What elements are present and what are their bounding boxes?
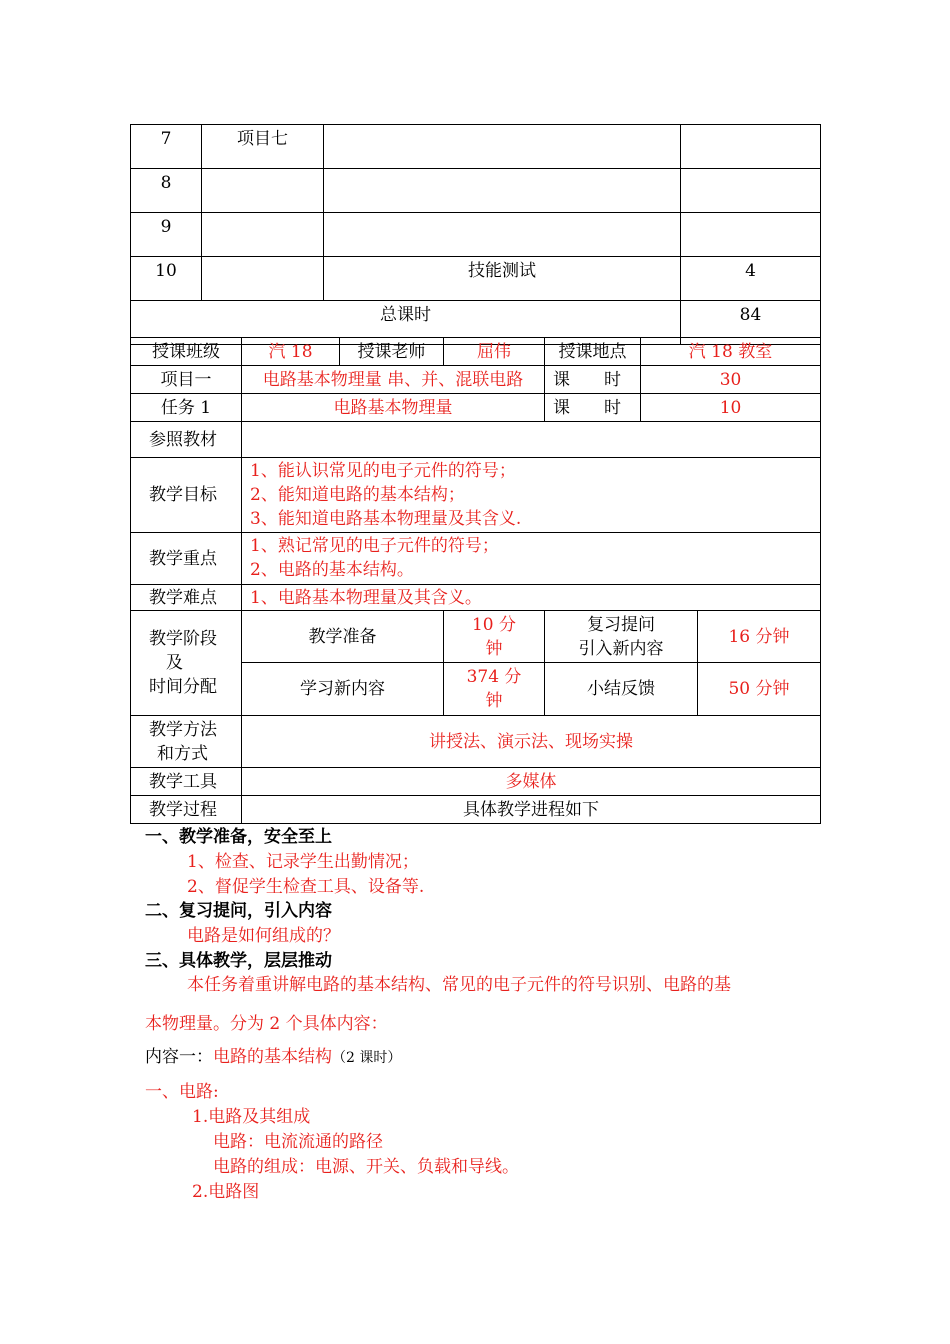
section-3-title: 三、具体教学，层层推动	[145, 951, 332, 971]
stage-new-time	[444, 663, 545, 716]
row-number: 8	[131, 169, 202, 213]
tool-label: 教学工具	[131, 768, 242, 796]
section-2-title: 二、复习提问，引入内容	[145, 901, 332, 921]
project-hours	[681, 169, 821, 213]
stage-label-line: 时间分配	[149, 677, 217, 697]
method-value: 讲授法、演示法、现场实操	[242, 716, 821, 768]
stage-label-line: 及	[166, 653, 183, 673]
method-label-line: 和方式	[157, 743, 208, 764]
method-label	[131, 716, 242, 768]
project-content	[324, 125, 681, 169]
review-line: 引入新内容	[578, 638, 664, 659]
stage-summary-time: 50 分钟	[698, 663, 821, 716]
key-points-label: 教学重点	[131, 533, 242, 585]
place-value: 汽 18 教室	[641, 338, 821, 366]
project-hours-value: 30	[641, 366, 821, 394]
circuit-heading: 一、电路:	[145, 1082, 219, 1102]
section-3-paragraph: 本物理量。分为 2 个具体内容：	[145, 1014, 388, 1034]
total-label: 总课时	[131, 301, 681, 345]
content-1-title: 电路的基本结构	[213, 1047, 332, 1067]
tool-value: 多媒体	[242, 768, 821, 796]
goal-item: 1、能认识常见的电子元件的符号；	[250, 461, 516, 481]
row-number: 10	[131, 257, 202, 301]
stage-label	[131, 611, 242, 716]
section-1-title: 一、教学准备，安全至上	[145, 827, 332, 847]
key-point-item: 1、熟记常见的电子元件的符号；	[250, 536, 499, 556]
stage-label-line: 教学阶段	[149, 629, 217, 649]
stage-summary-label: 小结反馈	[545, 663, 698, 716]
table-row	[131, 213, 821, 257]
review-line: 复习提问	[587, 614, 655, 635]
project-name	[202, 213, 324, 257]
row-number: 7	[131, 125, 202, 169]
process-value: 具体教学进程如下	[242, 796, 821, 824]
class-label: 授课班级	[131, 338, 242, 366]
stage-prep-label: 教学准备	[242, 611, 444, 663]
task-hours-value: 10	[641, 394, 821, 422]
project-content	[324, 213, 681, 257]
circuit-subheading: 2.电路图	[192, 1182, 260, 1202]
circuit-components: 电路的组成：电源、开关、负载和导线。	[213, 1157, 519, 1177]
content-1-heading	[145, 1045, 401, 1070]
course-schedule-table	[130, 124, 821, 345]
teacher-value: 屈伟	[444, 338, 545, 366]
time-line: 钟	[485, 691, 503, 711]
hours-label: 课 时	[545, 394, 641, 422]
teacher-label: 授课老师	[340, 338, 444, 366]
time-line: 374 分	[466, 667, 522, 687]
place-label: 授课地点	[545, 338, 641, 366]
section-2-text: 电路是如何组成的？	[187, 926, 340, 946]
key-points-list	[242, 533, 821, 585]
goal-item: 3、能知道电路基本物理量及其含义.	[250, 509, 522, 529]
circuit-subheading: 1.电路及其组成	[192, 1107, 311, 1127]
key-point-item: 2、电路的基本结构。	[250, 560, 414, 580]
total-value: 84	[681, 301, 821, 345]
textbook-label: 参照教材	[131, 422, 242, 458]
project-name: 项目七	[202, 125, 324, 169]
project-content	[324, 169, 681, 213]
section-3-paragraph: 本任务着重讲解电路的基本结构、常见的电子元件的符号识别、电路的基	[187, 975, 731, 995]
project-name	[202, 169, 324, 213]
project-content: 技能测试	[324, 257, 681, 301]
lesson-info-table	[130, 337, 821, 824]
difficulty-value: 1、电路基本物理量及其含义。	[242, 585, 821, 611]
section-1-item: 1、检查、记录学生出勤情况；	[187, 852, 419, 872]
method-label-line: 教学方法	[149, 719, 217, 740]
project-hours	[681, 125, 821, 169]
stage-prep-time	[444, 611, 545, 663]
content-1-prefix: 内容一：	[145, 1047, 213, 1067]
hours-label: 课 时	[545, 366, 641, 394]
circuit-definition: 电路：电流流通的路径	[213, 1132, 383, 1152]
stage-review-time: 16 分钟	[698, 611, 821, 663]
table-row	[131, 125, 821, 169]
table-row	[131, 257, 821, 301]
class-value: 汽 18	[242, 338, 340, 366]
content-1-hours: （2 课时）	[332, 1050, 402, 1066]
row-number: 9	[131, 213, 202, 257]
task-label: 任务 1	[131, 394, 242, 422]
difficulty-label: 教学难点	[131, 585, 242, 611]
project-value: 电路基本物理量 串、并、混联电路	[242, 366, 545, 394]
project-label: 项目一	[131, 366, 242, 394]
project-hours	[681, 213, 821, 257]
textbook-value	[242, 422, 821, 458]
project-hours: 4	[681, 257, 821, 301]
section-1-item: 2、督促学生检查工具、设备等.	[187, 877, 425, 897]
table-row	[131, 169, 821, 213]
project-name	[202, 257, 324, 301]
time-line: 10 分	[471, 614, 517, 635]
task-value: 电路基本物理量	[242, 394, 545, 422]
goals-list	[242, 458, 821, 533]
time-line: 钟	[485, 638, 503, 659]
process-label: 教学过程	[131, 796, 242, 824]
stage-new-label: 学习新内容	[242, 663, 444, 716]
goal-item: 2、能知道电路的基本结构；	[250, 485, 465, 505]
goals-label: 教学目标	[131, 458, 242, 533]
stage-review-label	[545, 611, 698, 663]
